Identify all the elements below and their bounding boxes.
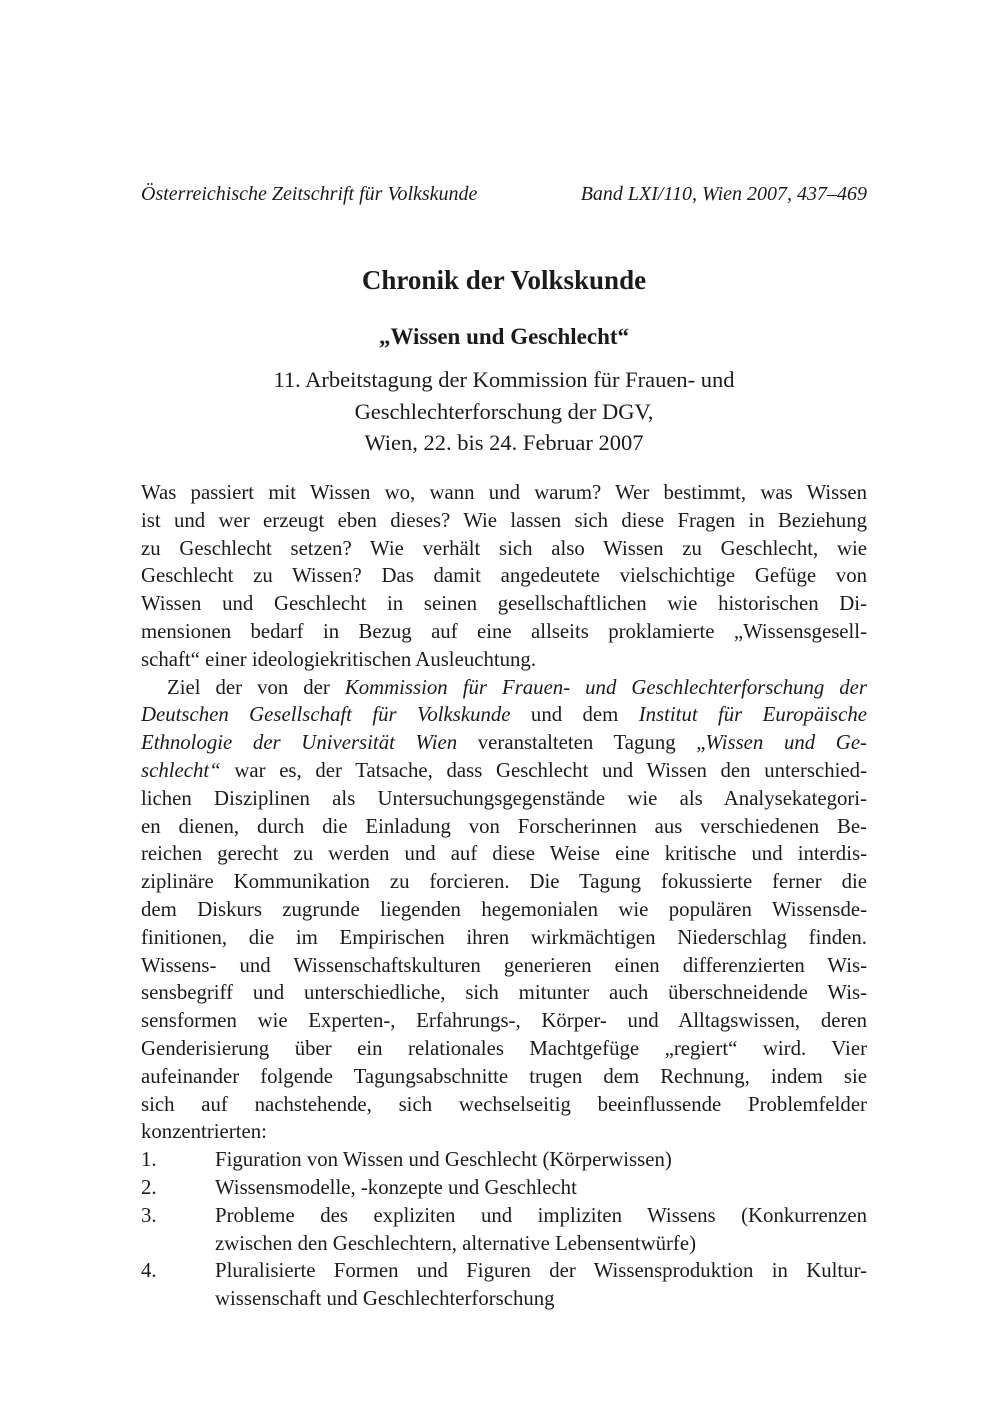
list-item <box>141 1146 867 1174</box>
text-line <box>141 590 867 618</box>
text-run: zwischen den Geschlechtern, alternative Lebensentwürfe) <box>215 1231 696 1255</box>
text-run: konzentrierten: <box>141 1120 267 1144</box>
text-run: war es, der Tatsache, dass Geschlecht und Wissen den unterschied- <box>220 758 867 782</box>
text-line <box>215 1146 867 1174</box>
text-run: Probleme des expliziten und impliziten Wissens (Konkurrenzen <box>215 1203 867 1227</box>
text-run: en dienen, durch die Einladung von Forscherinnen aus verschiedenen Be- <box>141 814 867 838</box>
text-run: ist und wer erzeugt eben dieses? Wie lassen sich diese Fragen in Beziehung <box>141 508 867 532</box>
journal-name: Österreichische Zeitschrift für Volkskunde <box>141 183 478 205</box>
text-line <box>141 507 867 535</box>
text-run: schaft“ einer ideologiekritischen Ausleuchtung. <box>141 647 537 671</box>
italic-text-run: Ethnologie der Universität Wien <box>141 731 458 755</box>
text-line <box>141 924 867 952</box>
text-run: Wissens- und Wissenschaftskulturen generieren einen differenzierten Wis- <box>141 953 867 977</box>
text-line <box>215 1285 867 1313</box>
issue-info: Band LXI/110, Wien 2007, 437–469 <box>580 183 867 205</box>
text-line <box>141 479 867 507</box>
text-line <box>215 1202 867 1230</box>
text-run: wissenschaft und Geschlechterforschung <box>215 1287 555 1311</box>
text-run: ziplinäre Kommunikation zu forcieren. Die Tagung fokussierte ferner die <box>141 870 867 894</box>
text-line <box>141 646 867 674</box>
text-run: Wissen und Geschlecht in seinen gesellschaftlichen wie historischen Di- <box>141 592 867 616</box>
text-run: sensformen wie Experten-, Erfahrungs-, Körper- und Alltagswissen, deren <box>141 1009 867 1033</box>
text-line <box>141 868 867 896</box>
text-line <box>141 785 867 813</box>
text-run: veranstalteten Tagung „ <box>457 731 706 755</box>
italic-text-run: Deutschen Gesellschaft für Volkskunde <box>141 703 511 727</box>
text-line <box>141 952 867 980</box>
text-line <box>141 729 867 757</box>
text-run: reichen gerecht zu werden und auf diese Weise eine kritische und interdis- <box>141 842 867 866</box>
text-line <box>141 1091 867 1119</box>
section-title: Chronik der Volkskunde <box>361 265 647 295</box>
text-run: dem Diskurs zugrunde liegenden hegemonialen wie populären Wissensde- <box>141 897 867 921</box>
list-item <box>141 1257 867 1313</box>
text-line <box>215 1174 867 1202</box>
text-run: finitionen, die im Empirischen ihren wirkmächtigen Niederschlag finden. <box>141 925 867 949</box>
list-item-number: 1. <box>141 1148 157 1172</box>
italic-text-run: schlecht“ <box>141 758 221 782</box>
text-line <box>141 896 867 924</box>
text-line <box>141 979 867 1007</box>
paragraph <box>141 479 867 674</box>
article-body <box>141 479 867 1313</box>
running-head <box>141 181 867 207</box>
text-line <box>141 562 867 590</box>
italic-text-run: Institut für Europäische <box>638 703 867 727</box>
text-line <box>141 813 867 841</box>
text-line <box>141 1063 867 1091</box>
text-line <box>141 1035 867 1063</box>
text-run: Pluralisierte Formen und Figuren der Wissensproduktion in Kultur- <box>215 1259 867 1283</box>
text-run: aufeinander folgende Tagungsabschnitte trugen dem Rechnung, indem sie <box>141 1064 867 1088</box>
text-run: Geschlecht zu Wissen? Das damit angedeutete vielschichtige Gefüge von <box>141 564 867 588</box>
text-line <box>141 1118 867 1146</box>
text-line <box>141 1007 867 1035</box>
list-item-number: 4. <box>141 1259 157 1283</box>
text-run: Was passiert mit Wissen wo, wann und warum? Wer bestimmt, was Wissen <box>141 481 867 504</box>
text-line <box>141 840 867 868</box>
text-run: Wissensmodelle, -konzepte und Geschlecht <box>215 1175 577 1199</box>
list-item-number: 2. <box>141 1175 157 1199</box>
text-run: Genderisierung über ein relationales Machtgefüge „regiert“ wird. Vier <box>141 1036 867 1060</box>
subtitle-line: 11. Arbeitstagung der Kommission für Frauen- und <box>273 367 735 392</box>
italic-text-run: Wissen und Ge- <box>705 731 867 755</box>
text-line <box>141 535 867 563</box>
article-title: „Wissen und Geschlecht“ <box>378 324 630 349</box>
text-line <box>141 674 867 702</box>
text-line <box>141 701 867 729</box>
list-item <box>141 1202 867 1258</box>
text-run: Figuration von Wissen und Geschlecht (Körperwissen) <box>215 1148 672 1172</box>
subtitle-line: Geschlechterforschung der DGV, <box>354 398 654 424</box>
text-run: sich auf nachstehende, sich wechselseitig beeinflussende Problemfelder <box>141 1092 867 1116</box>
text-line <box>215 1230 867 1258</box>
text-run: lichen Disziplinen als Untersuchungsgegenstände wie als Analysekategori- <box>141 786 867 810</box>
subtitle-line: Wien, 22. bis 24. Februar 2007 <box>364 430 644 455</box>
text-run: mensionen bedarf in Bezug auf eine allseits proklamierte „Wissensgesell- <box>141 619 867 643</box>
text-line <box>141 618 867 646</box>
text-line <box>141 757 867 785</box>
text-run: zu Geschlecht setzen? Wie verhält sich also Wissen zu Geschlecht, wie <box>141 536 867 560</box>
text-run: sensbegriff und unterschiedliche, sich mitunter auch überschneidende Wis- <box>141 981 867 1005</box>
article-subtitle <box>141 364 867 459</box>
text-line <box>215 1257 867 1285</box>
italic-text-run: Kommission für Frauen- und Geschlechterforschung der <box>344 675 867 699</box>
text-run: und dem <box>510 703 639 727</box>
list-item <box>141 1174 867 1202</box>
list-item-number: 3. <box>141 1203 157 1227</box>
paragraph <box>141 674 867 1147</box>
text-run: Ziel der von der <box>167 675 345 699</box>
